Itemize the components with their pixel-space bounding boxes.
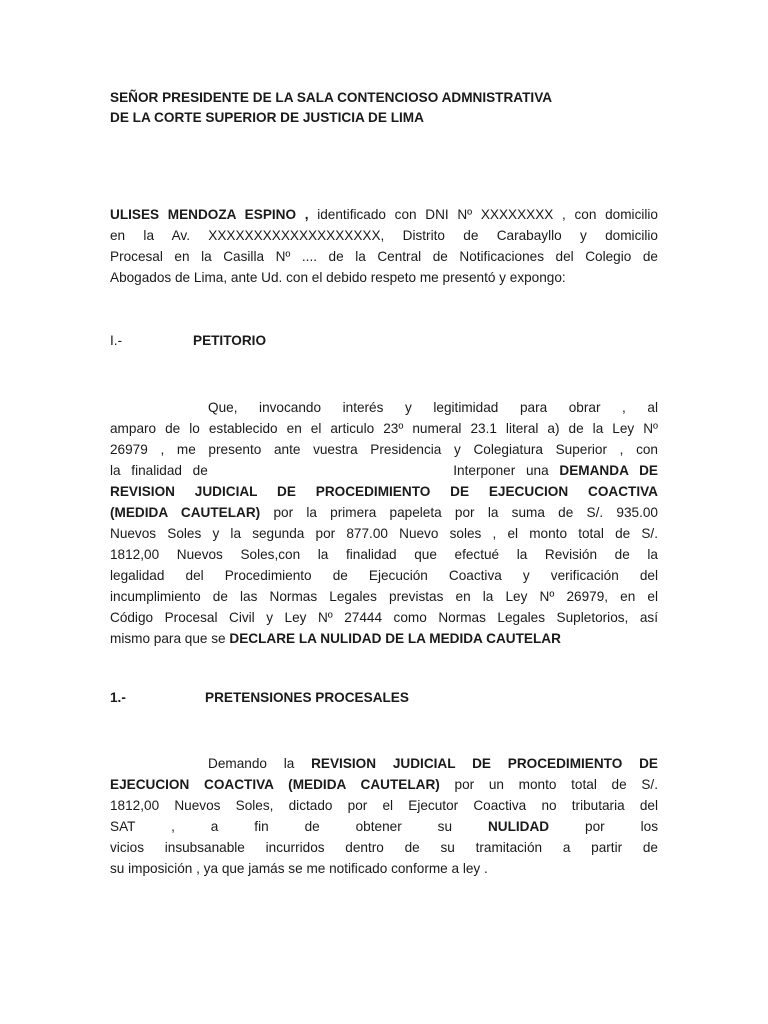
pretensiones-line-2 xyxy=(110,774,658,795)
petitorio-line-4-b: Interponer una xyxy=(453,463,549,478)
petitioner-name: ULISES MENDOZA ESPINO , xyxy=(110,207,309,222)
petitorio-line-7: Nuevos Soles y la segunda por 877.00 Nuevo soles , el monto total de S/. xyxy=(110,526,658,541)
pretensiones-line-2-text: por un monto total de S/. xyxy=(439,777,658,792)
pretensiones-line-1 xyxy=(110,753,658,774)
section-title: PRETENSIONES PROCESALES xyxy=(205,690,409,705)
petitorio-paragraph xyxy=(110,397,658,649)
intro-line-1 xyxy=(110,204,658,225)
pretensiones-line-4 xyxy=(110,816,658,837)
pretensiones-line-3: 1812,00 Nuevos Soles, dictado por el Ejecutor Coactiva no tributaria del xyxy=(110,798,658,813)
petitorio-line-3: 26979 , me presento ante vuestra Presidencia y Colegiatura Superior , con xyxy=(110,442,658,457)
petitorio-line-4-a: la finalidad de xyxy=(110,463,208,478)
petitorio-line-6 xyxy=(110,502,658,523)
petitorio-demand-title-c: (MEDIDA CAUTELAR) xyxy=(110,505,261,520)
petitorio-line-8: 1812,00 Nuevos Soles,con la finalidad que efectué la Revisión de la xyxy=(110,547,658,562)
intro-line-3: Procesal en la Casilla Nº .... de la Central de Notificaciones del Colegio de xyxy=(110,249,658,264)
pretensiones-demand-title-a: REVISION JUDICIAL DE PROCEDIMIENTO DE xyxy=(311,756,658,771)
pretensiones-line-1-text: Demando la xyxy=(208,756,295,771)
pretensiones-demand-title-b: EJECUCION COACTIVA (MEDIDA CAUTELAR) xyxy=(110,777,440,792)
petitorio-line-9: legalidad del Procedimiento de Ejecución Coactiva y verificación del xyxy=(110,568,658,583)
petitorio-line-4 xyxy=(110,460,658,481)
petitorio-line-2: amparo de lo establecido en el articulo 23º numeral 23.1 literal a) de la Ley Nº xyxy=(110,421,658,436)
petitorio-line-12 xyxy=(110,628,658,649)
petitorio-demand-title-a: DEMANDA DE xyxy=(559,463,658,478)
pretensiones-line-4-a: SAT , a fin de obtener su xyxy=(110,819,453,834)
pretensiones-line-4-b: por los xyxy=(549,819,659,834)
pretensiones-line-6: su imposición , ya que jamás se me notificado conforme a ley . xyxy=(110,861,488,876)
intro-line-1-text: identificado con DNI Nº XXXXXXXX , con domicilio xyxy=(308,207,658,222)
addressee-line-2: DE LA CORTE SUPERIOR DE JUSTICIA DE LIMA xyxy=(110,110,424,125)
petitorio-line-6-text: por la primera papeleta por la suma de S/. 935.00 xyxy=(260,505,658,520)
petitorio-line-11: Código Procesal Civil y Ley Nº 27444 como Normas Legales Supletorios, así xyxy=(110,610,658,625)
petitorio-line-12-text: mismo para que se xyxy=(110,631,230,646)
pretensiones-line-5: vicios insubsanable incurridos dentro de su tramitación a partir de xyxy=(110,840,658,855)
section-heading-pretensiones xyxy=(110,690,409,705)
section-heading-petitorio xyxy=(110,333,266,348)
addressee-line-1: SEÑOR PRESIDENTE DE LA SALA CONTENCIOSO ADMNISTRATIVA xyxy=(110,90,553,105)
section-title: PETITORIO xyxy=(193,333,267,348)
section-number: I.- xyxy=(110,333,123,348)
section-number: 1.- xyxy=(110,690,126,705)
addressee-block xyxy=(110,88,658,128)
intro-line-2: en la Av. XXXXXXXXXXXXXXXXXXX, Distrito de Carabayllo y domicilio xyxy=(110,228,658,243)
petitorio-line-10: incumplimiento de las Normas Legales previstas en la Ley Nº 26979, en el xyxy=(110,589,658,604)
petitorio-line-1: Que, invocando interés y legitimidad para obrar , al xyxy=(208,400,658,415)
petitorio-demand-title-b: REVISION JUDICIAL DE PROCEDIMIENTO DE EJECUCION COACTIVA xyxy=(110,484,658,499)
pretensiones-paragraph xyxy=(110,753,658,879)
petitorio-nullity-request: DECLARE LA NULIDAD DE LA MEDIDA CAUTELAR xyxy=(229,631,561,646)
intro-line-4: Abogados de Lima, ante Ud. con el debido respeto me presentó y expongo: xyxy=(110,270,566,285)
pretensiones-nullity: NULIDAD xyxy=(487,819,550,834)
intro-paragraph xyxy=(110,204,658,288)
